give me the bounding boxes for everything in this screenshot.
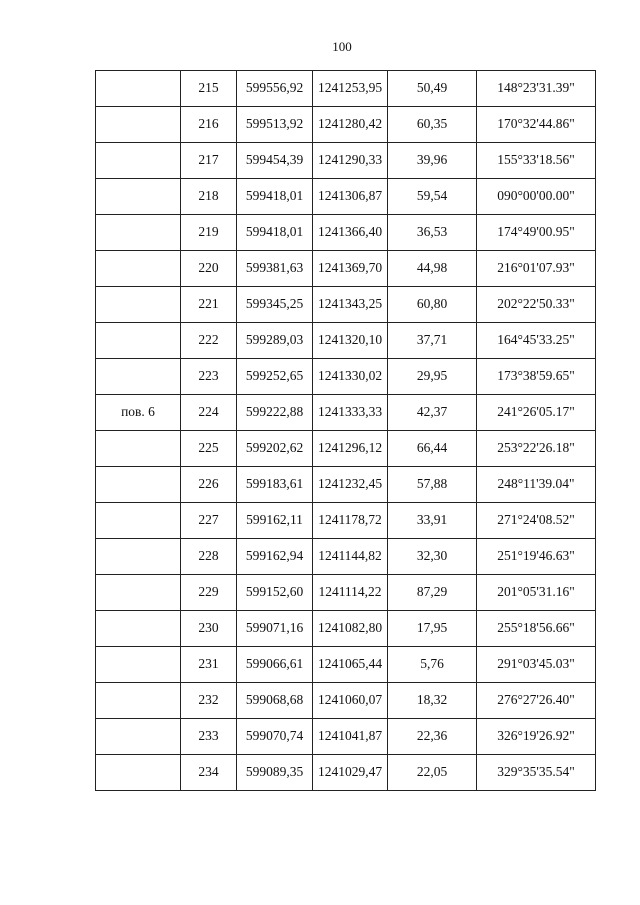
direction-angle-cell: 164°45'33.25" [477,323,596,359]
y-coordinate-cell: 1241330,02 [313,359,388,395]
y-coordinate-cell: 1241306,87 [313,179,388,215]
x-coordinate-cell: 599418,01 [237,179,313,215]
point-number-cell: 220 [181,251,237,287]
table-row [96,683,596,719]
y-coordinate-cell: 1241178,72 [313,503,388,539]
direction-angle-cell: 276°27'26.40" [477,683,596,719]
table-row [96,71,596,107]
segment-length-cell: 39,96 [388,143,477,179]
turn-label-cell [96,431,181,467]
direction-angle-cell: 326°19'26.92" [477,719,596,755]
segment-length-cell: 22,05 [388,755,477,791]
page-number: 100 [332,39,352,54]
point-number-cell: 232 [181,683,237,719]
table-row [96,503,596,539]
direction-angle-cell: 255°18'56.66" [477,611,596,647]
point-number-cell: 216 [181,107,237,143]
table-row [96,755,596,791]
direction-angle-cell: 216°01'07.93" [477,251,596,287]
point-number-cell: 230 [181,611,237,647]
table-row [96,467,596,503]
turn-label-cell [96,359,181,395]
segment-length-cell: 17,95 [388,611,477,647]
segment-length-cell: 18,32 [388,683,477,719]
x-coordinate-cell: 599070,74 [237,719,313,755]
direction-angle-cell: 170°32'44.86" [477,107,596,143]
direction-angle-cell: 148°23'31.39" [477,71,596,107]
segment-length-cell: 59,54 [388,179,477,215]
table-row [96,287,596,323]
direction-angle-cell: 253°22'26.18" [477,431,596,467]
point-number-cell: 229 [181,575,237,611]
segment-length-cell: 57,88 [388,467,477,503]
turn-label-cell [96,467,181,503]
y-coordinate-cell: 1241144,82 [313,539,388,575]
x-coordinate-cell: 599162,11 [237,503,313,539]
y-coordinate-cell: 1241060,07 [313,683,388,719]
point-number-cell: 226 [181,467,237,503]
direction-angle-cell: 241°26'05.17" [477,395,596,431]
table-row [96,107,596,143]
segment-length-cell: 32,30 [388,539,477,575]
x-coordinate-cell: 599454,39 [237,143,313,179]
y-coordinate-cell: 1241290,33 [313,143,388,179]
turn-label-cell [96,683,181,719]
point-number-cell: 219 [181,215,237,251]
segment-length-cell: 37,71 [388,323,477,359]
table-row [96,395,596,431]
x-coordinate-cell: 599089,35 [237,755,313,791]
y-coordinate-cell: 1241280,42 [313,107,388,143]
table-row [96,323,596,359]
segment-length-cell: 60,35 [388,107,477,143]
table-row [96,179,596,215]
x-coordinate-cell: 599066,61 [237,647,313,683]
turn-label-cell [96,251,181,287]
segment-length-cell: 60,80 [388,287,477,323]
y-coordinate-cell: 1241029,47 [313,755,388,791]
table-row [96,719,596,755]
direction-angle-cell: 201°05'31.16" [477,575,596,611]
direction-angle-cell: 090°00'00.00" [477,179,596,215]
segment-length-cell: 44,98 [388,251,477,287]
coordinates-table [95,70,596,791]
point-number-cell: 217 [181,143,237,179]
segment-length-cell: 5,76 [388,647,477,683]
y-coordinate-cell: 1241369,70 [313,251,388,287]
x-coordinate-cell: 599381,63 [237,251,313,287]
direction-angle-cell: 251°19'46.63" [477,539,596,575]
point-number-cell: 218 [181,179,237,215]
point-number-cell: 233 [181,719,237,755]
segment-length-cell: 36,53 [388,215,477,251]
x-coordinate-cell: 599345,25 [237,287,313,323]
x-coordinate-cell: 599068,68 [237,683,313,719]
turn-label-cell [96,539,181,575]
point-number-cell: 223 [181,359,237,395]
x-coordinate-cell: 599152,60 [237,575,313,611]
direction-angle-cell: 202°22'50.33" [477,287,596,323]
y-coordinate-cell: 1241065,44 [313,647,388,683]
turn-label-cell [96,143,181,179]
y-coordinate-cell: 1241041,87 [313,719,388,755]
segment-length-cell: 22,36 [388,719,477,755]
y-coordinate-cell: 1241366,40 [313,215,388,251]
direction-angle-cell: 291°03'45.03" [477,647,596,683]
turn-label-cell: пов. 6 [96,395,181,431]
segment-length-cell: 29,95 [388,359,477,395]
turn-label-cell [96,575,181,611]
segment-length-cell: 87,29 [388,575,477,611]
turn-label-cell [96,71,181,107]
table-row [96,539,596,575]
turn-label-cell [96,611,181,647]
point-number-cell: 221 [181,287,237,323]
segment-length-cell: 42,37 [388,395,477,431]
table-row [96,431,596,467]
coordinates-table-body [96,71,596,791]
point-number-cell: 225 [181,431,237,467]
direction-angle-cell: 173°38'59.65" [477,359,596,395]
turn-label-cell [96,287,181,323]
y-coordinate-cell: 1241320,10 [313,323,388,359]
turn-label-cell [96,323,181,359]
table-row [96,575,596,611]
turn-label-cell [96,647,181,683]
x-coordinate-cell: 599183,61 [237,467,313,503]
turn-label-cell [96,755,181,791]
y-coordinate-cell: 1241333,33 [313,395,388,431]
x-coordinate-cell: 599418,01 [237,215,313,251]
y-coordinate-cell: 1241343,25 [313,287,388,323]
point-number-cell: 231 [181,647,237,683]
x-coordinate-cell: 599162,94 [237,539,313,575]
direction-angle-cell: 271°24'08.52" [477,503,596,539]
direction-angle-cell: 174°49'00.95" [477,215,596,251]
segment-length-cell: 50,49 [388,71,477,107]
x-coordinate-cell: 599202,62 [237,431,313,467]
x-coordinate-cell: 599252,65 [237,359,313,395]
turn-label-cell [96,107,181,143]
direction-angle-cell: 155°33'18.56" [477,143,596,179]
x-coordinate-cell: 599289,03 [237,323,313,359]
x-coordinate-cell: 599222,88 [237,395,313,431]
y-coordinate-cell: 1241232,45 [313,467,388,503]
direction-angle-cell: 329°35'35.54" [477,755,596,791]
y-coordinate-cell: 1241082,80 [313,611,388,647]
y-coordinate-cell: 1241114,22 [313,575,388,611]
turn-label-cell [96,503,181,539]
table-row [96,647,596,683]
x-coordinate-cell: 599513,92 [237,107,313,143]
turn-label-cell [96,215,181,251]
turn-label-cell [96,719,181,755]
y-coordinate-cell: 1241253,95 [313,71,388,107]
point-number-cell: 234 [181,755,237,791]
turn-label-cell [96,179,181,215]
point-number-cell: 222 [181,323,237,359]
point-number-cell: 215 [181,71,237,107]
segment-length-cell: 33,91 [388,503,477,539]
table-row [96,359,596,395]
y-coordinate-cell: 1241296,12 [313,431,388,467]
point-number-cell: 224 [181,395,237,431]
table-row [96,611,596,647]
table-row [96,143,596,179]
x-coordinate-cell: 599071,16 [237,611,313,647]
table-row [96,215,596,251]
segment-length-cell: 66,44 [388,431,477,467]
point-number-cell: 227 [181,503,237,539]
point-number-cell: 228 [181,539,237,575]
direction-angle-cell: 248°11'39.04" [477,467,596,503]
x-coordinate-cell: 599556,92 [237,71,313,107]
table-row [96,251,596,287]
